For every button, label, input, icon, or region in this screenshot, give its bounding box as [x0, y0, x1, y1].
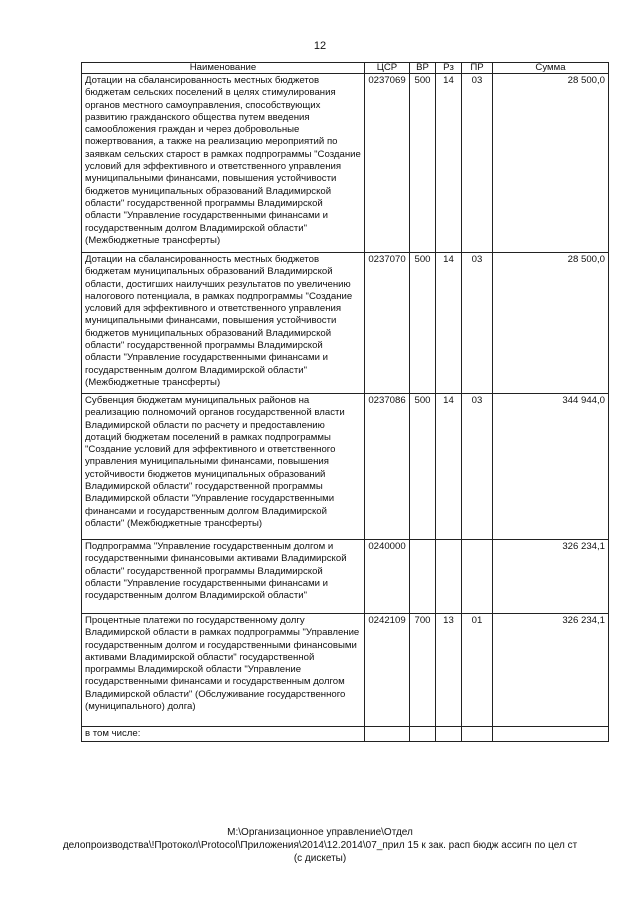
budget-table [81, 62, 609, 742]
header-pr: ПР [462, 63, 493, 74]
row-pr: 03 [462, 74, 493, 253]
row-name: Подпрограмма "Управление государственным долгом и государственными финансовыми активами Владимирской области" государственной программы Владимирской области "Управление государственными финансами и государственным долгом Владимирской области" [82, 540, 365, 614]
row-pr [462, 727, 493, 742]
row-vr: 700 [410, 614, 436, 727]
row-rz: 14 [436, 394, 462, 540]
row-sum: 326 234,1 [493, 614, 609, 727]
header-name: Наименование [82, 63, 365, 74]
row-name: Субвенция бюджетам муниципальных районов на реализацию полномочий органов государственной власти Владимирской области по расчету и предоставлению дотаций бюджетам поселений в рамках подпрограммы "Создание условий для эффективного и ответственного управления муниципальными финансами, повышения устойчивости бюджетов муниципальных образований Владимирской области" государственной программы Владимирской области "Управление государственными финансами и государственным долгом Владимирской области" (Межбюджетные трансферты) [82, 394, 365, 540]
header-row [82, 63, 609, 74]
row-rz [436, 727, 462, 742]
row-csr: 0240000 [365, 540, 410, 614]
table-row [82, 614, 609, 727]
row-rz: 13 [436, 614, 462, 727]
row-sum: 28 500,0 [493, 253, 609, 394]
row-sum [493, 727, 609, 742]
table-row [82, 540, 609, 614]
table-row [82, 74, 609, 253]
table-row [82, 394, 609, 540]
row-pr: 01 [462, 614, 493, 727]
header-csr: ЦСР [365, 63, 410, 74]
row-vr [410, 727, 436, 742]
row-name: Процентные платежи по государственному долгу Владимирской области в рамках подпрограммы "Управление государственным долгом и государственными финансовыми активами Владимирской области" государственной программы Владимирской области "Управление государственными финансами и государственным долгом Владимирской области" (Обслуживание государственного (муниципального) долга) [82, 614, 365, 727]
row-sum: 344 944,0 [493, 394, 609, 540]
table-row [82, 253, 609, 394]
row-name: Дотации на сбалансированность местных бюджетов бюджетам муниципальных образований Владимирской области, достигших наилучших результатов по увеличению налогового потенциала, в рамках подпрограммы "Создание условий для эффективного и ответственного управления муниципальными финансами, повышения устойчивости бюджетов муниципальных образований Владимирской области" государственной программы Владимирской области "Управление государственными финансами и государственным долгом Владимирской области" (Межбюджетные трансферты) [82, 253, 365, 394]
row-name: Дотации на сбалансированность местных бюджетов бюджетам сельских поселений в целях стимулирования органов местного самоуправления, способствующих развитию гражданского общества путем введения самообложения граждан и через добровольные пожертвования, а также на реализацию мероприятий по заявкам сельских старост в рамках подпрограммы "Создание условий для эффективного и ответственного управления муниципальными финансами, повышения устойчивости бюджетов муниципальных образований Владимирской области" государственной программы Владимирской области "Управление государственными финансами и государственным долгом Владимирской области" (Межбюджетные трансферты) [82, 74, 365, 253]
row-vr: 500 [410, 74, 436, 253]
footer-line-3: (с дискеты) [293, 853, 347, 864]
row-pr: 03 [462, 253, 493, 394]
table-row [82, 727, 609, 742]
header-vr: ВР [410, 63, 436, 74]
row-rz: 14 [436, 74, 462, 253]
row-vr: 500 [410, 253, 436, 394]
header-sum: Сумма [493, 63, 609, 74]
row-csr: 0237069 [365, 74, 410, 253]
row-rz: 14 [436, 253, 462, 394]
footer-line-2: делопроизводства\!Протокол\Protocol\Приложения\2014\12.2014\07_прил 15 к зак. расп бюдж ассигн по цел ст [62, 840, 578, 851]
row-pr: 03 [462, 394, 493, 540]
row-name: в том числе: [82, 727, 365, 742]
file-path-footer [0, 826, 640, 865]
row-rz [436, 540, 462, 614]
row-sum: 28 500,0 [493, 74, 609, 253]
header-rz: Рз [436, 63, 462, 74]
row-csr: 0237070 [365, 253, 410, 394]
row-pr [462, 540, 493, 614]
row-sum: 326 234,1 [493, 540, 609, 614]
row-csr: 0237086 [365, 394, 410, 540]
footer-line-1: М:\Организационное управление\Отдел [227, 827, 413, 838]
row-csr [365, 727, 410, 742]
row-vr [410, 540, 436, 614]
page-number: 12 [313, 40, 327, 52]
row-csr: 0242109 [365, 614, 410, 727]
row-vr: 500 [410, 394, 436, 540]
